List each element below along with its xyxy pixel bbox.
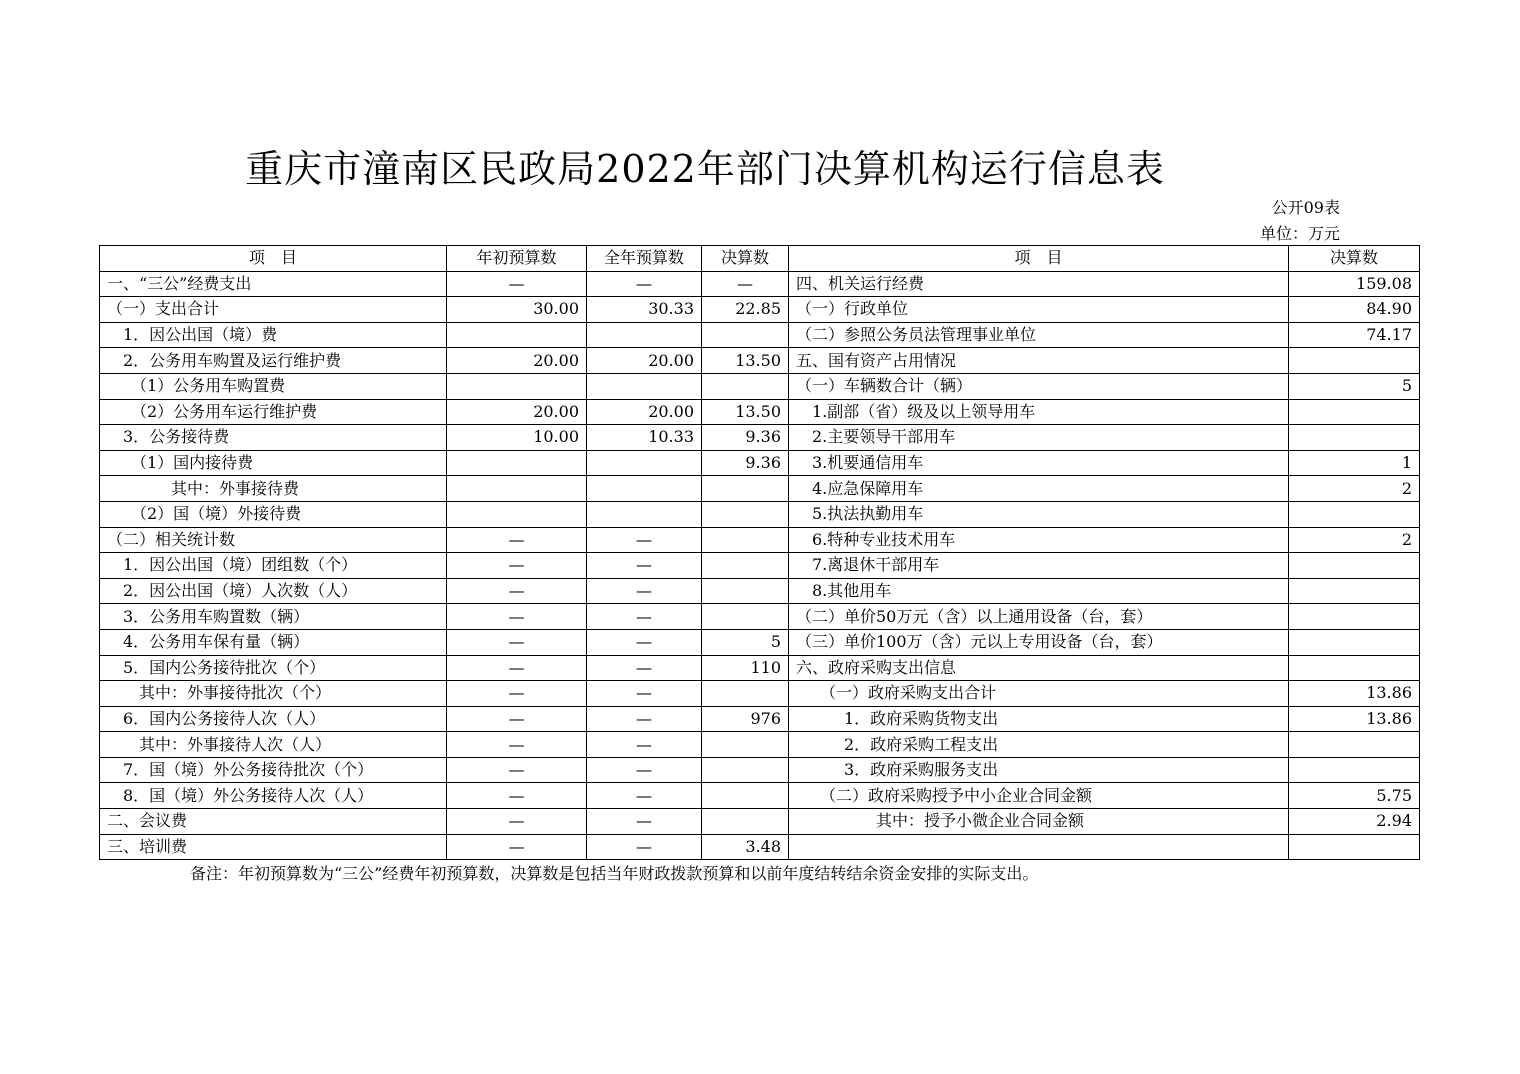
row-full-budget: — xyxy=(587,681,702,707)
header-item-left: 项 目 xyxy=(100,246,447,272)
row-full-budget: 20.00 xyxy=(587,399,702,425)
header-item-right: 项 目 xyxy=(789,246,1289,272)
table-row xyxy=(100,425,1420,451)
row-item-right: （一）政府采购支出合计 xyxy=(789,681,1289,707)
row-initial-budget xyxy=(447,373,587,399)
row-full-budget: — xyxy=(587,604,702,630)
row-full-budget: — xyxy=(587,629,702,655)
row-item-right: （一）车辆数合计（辆） xyxy=(789,373,1289,399)
row-full-budget: — xyxy=(587,809,702,835)
row-item-right: （三）单价100万（含）元以上专用设备（台，套） xyxy=(789,629,1289,655)
row-item-right: （一）行政单位 xyxy=(789,297,1289,323)
row-final-left: 22.85 xyxy=(702,297,789,323)
row-item-right: 5.执法执勤用车 xyxy=(789,501,1289,527)
row-item-left: 5．国内公务接待批次（个） xyxy=(100,655,447,681)
row-item-right: 2．政府采购工程支出 xyxy=(789,732,1289,758)
row-item-left: 其中：外事接待人次（人） xyxy=(100,732,447,758)
row-final-left xyxy=(702,476,789,502)
table-row xyxy=(100,757,1420,783)
row-final-right xyxy=(1289,578,1420,604)
row-item-right: 3.机要通信用车 xyxy=(789,450,1289,476)
row-item-left: 其中：外事接待批次（个） xyxy=(100,681,447,707)
row-full-budget: 20.00 xyxy=(587,348,702,374)
row-final-right xyxy=(1289,732,1420,758)
row-item-left: 2．公务用车购置及运行维护费 xyxy=(100,348,447,374)
row-item-left: 4．公务用车保有量（辆） xyxy=(100,629,447,655)
row-initial-budget: — xyxy=(447,553,587,579)
row-item-left: 1．因公出国（境）费 xyxy=(100,322,447,348)
row-item-right: 1.副部（省）级及以上领导用车 xyxy=(789,399,1289,425)
row-final-right xyxy=(1289,604,1420,630)
row-final-left: 9.36 xyxy=(702,450,789,476)
row-item-left: 7．国（境）外公务接待批次（个） xyxy=(100,757,447,783)
row-final-right xyxy=(1289,757,1420,783)
row-item-right xyxy=(789,834,1289,860)
row-final-right: 5 xyxy=(1289,373,1420,399)
table-row xyxy=(100,604,1420,630)
footnote: 备注：年初预算数为“三公”经费年初预算数，决算数是包括当年财政拨款预算和以前年度结转结余资金安排的实际支出。 xyxy=(190,864,1039,883)
table-row xyxy=(100,681,1420,707)
row-final-left xyxy=(702,373,789,399)
row-final-left xyxy=(702,553,789,579)
row-full-budget xyxy=(587,373,702,399)
header-initial-budget: 年初预算数 xyxy=(447,246,587,272)
row-item-right: （二）单价50万元（含）以上通用设备（台，套） xyxy=(789,604,1289,630)
row-item-right: 8.其他用车 xyxy=(789,578,1289,604)
table-row xyxy=(100,553,1420,579)
row-final-left: 976 xyxy=(702,706,789,732)
row-final-right xyxy=(1289,399,1420,425)
row-item-right: （二）参照公务员法管理事业单位 xyxy=(789,322,1289,348)
row-final-right: 5.75 xyxy=(1289,783,1420,809)
row-item-left: （一）支出合计 xyxy=(100,297,447,323)
row-item-left: （1）国内接待费 xyxy=(100,450,447,476)
row-full-budget: 30.33 xyxy=(587,297,702,323)
row-item-left: 6．国内公务接待人次（人） xyxy=(100,706,447,732)
row-final-left: 5 xyxy=(702,629,789,655)
table-row xyxy=(100,476,1420,502)
row-full-budget xyxy=(587,450,702,476)
row-full-budget xyxy=(587,501,702,527)
row-final-right: 159.08 xyxy=(1289,271,1420,297)
row-final-right xyxy=(1289,425,1420,451)
row-full-budget: — xyxy=(587,732,702,758)
row-initial-budget: — xyxy=(447,655,587,681)
row-final-right: 13.86 xyxy=(1289,681,1420,707)
form-number: 公开09表 xyxy=(1271,198,1340,217)
row-final-right: 2 xyxy=(1289,527,1420,553)
row-full-budget: — xyxy=(587,706,702,732)
row-item-left: 一、“三公”经费支出 xyxy=(100,271,447,297)
row-initial-budget: — xyxy=(447,604,587,630)
row-final-left: 110 xyxy=(702,655,789,681)
row-full-budget xyxy=(587,322,702,348)
row-final-left: 13.50 xyxy=(702,399,789,425)
row-item-right: （二）政府采购授予中小企业合同金额 xyxy=(789,783,1289,809)
row-item-left: 三、培训费 xyxy=(100,834,447,860)
row-item-right: 2.主要领导干部用车 xyxy=(789,425,1289,451)
row-item-right: 六、政府采购支出信息 xyxy=(789,655,1289,681)
row-final-left xyxy=(702,578,789,604)
table-row xyxy=(100,706,1420,732)
row-item-right: 6.特种专业技术用车 xyxy=(789,527,1289,553)
row-item-right: 3．政府采购服务支出 xyxy=(789,757,1289,783)
table-row xyxy=(100,322,1420,348)
row-final-left xyxy=(702,732,789,758)
row-initial-budget xyxy=(447,450,587,476)
page-title: 重庆市潼南区民政局2022年部门决算机构运行信息表 xyxy=(245,147,1165,191)
table-body xyxy=(100,271,1420,860)
table-row xyxy=(100,373,1420,399)
row-item-left: 其中：外事接待费 xyxy=(100,476,447,502)
header-full-budget: 全年预算数 xyxy=(587,246,702,272)
row-initial-budget: 20.00 xyxy=(447,348,587,374)
row-final-right: 84.90 xyxy=(1289,297,1420,323)
row-item-right: 四、机关运行经费 xyxy=(789,271,1289,297)
row-item-left: 2．因公出国（境）人次数（人） xyxy=(100,578,447,604)
row-final-left xyxy=(702,809,789,835)
row-final-right xyxy=(1289,834,1420,860)
table-row xyxy=(100,732,1420,758)
row-item-left: 8．国（境）外公务接待人次（人） xyxy=(100,783,447,809)
table-row xyxy=(100,501,1420,527)
row-full-budget: — xyxy=(587,757,702,783)
row-initial-budget xyxy=(447,322,587,348)
row-initial-budget: — xyxy=(447,271,587,297)
row-item-right: 其中：授予小微企业合同金额 xyxy=(789,809,1289,835)
row-full-budget: 10.33 xyxy=(587,425,702,451)
budget-table xyxy=(99,245,1420,860)
row-final-right xyxy=(1289,629,1420,655)
row-initial-budget: — xyxy=(447,681,587,707)
row-initial-budget: 20.00 xyxy=(447,399,587,425)
table-row xyxy=(100,655,1420,681)
row-final-right: 1 xyxy=(1289,450,1420,476)
row-final-right xyxy=(1289,501,1420,527)
row-final-left: — xyxy=(702,271,789,297)
table-row xyxy=(100,629,1420,655)
row-final-right: 74.17 xyxy=(1289,322,1420,348)
row-final-left: 3.48 xyxy=(702,834,789,860)
row-final-right xyxy=(1289,655,1420,681)
row-initial-budget: — xyxy=(447,706,587,732)
table-row xyxy=(100,809,1420,835)
row-item-left: （二）相关统计数 xyxy=(100,527,447,553)
table-row xyxy=(100,297,1420,323)
row-full-budget: — xyxy=(587,578,702,604)
row-final-left xyxy=(702,604,789,630)
table-row xyxy=(100,527,1420,553)
row-item-right: 4.应急保障用车 xyxy=(789,476,1289,502)
row-final-left: 13.50 xyxy=(702,348,789,374)
row-initial-budget: — xyxy=(447,834,587,860)
row-full-budget: — xyxy=(587,553,702,579)
row-final-left: 9.36 xyxy=(702,425,789,451)
row-final-right: 2.94 xyxy=(1289,809,1420,835)
row-initial-budget: — xyxy=(447,757,587,783)
header-final-left: 决算数 xyxy=(702,246,789,272)
table-row xyxy=(100,399,1420,425)
row-initial-budget xyxy=(447,476,587,502)
row-full-budget xyxy=(587,476,702,502)
row-item-left: 二、会议费 xyxy=(100,809,447,835)
table-header-row xyxy=(100,246,1420,272)
row-final-left xyxy=(702,757,789,783)
row-initial-budget: — xyxy=(447,578,587,604)
row-item-left: 3．公务接待费 xyxy=(100,425,447,451)
row-full-budget: — xyxy=(587,783,702,809)
row-final-left xyxy=(702,783,789,809)
row-initial-budget: — xyxy=(447,809,587,835)
row-final-right xyxy=(1289,553,1420,579)
row-initial-budget xyxy=(447,501,587,527)
row-full-budget: — xyxy=(587,655,702,681)
row-item-right: 1．政府采购货物支出 xyxy=(789,706,1289,732)
row-item-right: 五、国有资产占用情况 xyxy=(789,348,1289,374)
row-full-budget: — xyxy=(587,527,702,553)
row-initial-budget: 30.00 xyxy=(447,297,587,323)
row-full-budget: — xyxy=(587,834,702,860)
row-final-left xyxy=(702,681,789,707)
row-item-left: （2）公务用车运行维护费 xyxy=(100,399,447,425)
row-item-left: （2）国（境）外接待费 xyxy=(100,501,447,527)
row-final-right: 2 xyxy=(1289,476,1420,502)
row-item-left: 1．因公出国（境）团组数（个） xyxy=(100,553,447,579)
unit-label: 单位：万元 xyxy=(1259,224,1340,243)
table-row xyxy=(100,834,1420,860)
row-initial-budget: 10.00 xyxy=(447,425,587,451)
row-initial-budget: — xyxy=(447,783,587,809)
table-row xyxy=(100,578,1420,604)
row-initial-budget: — xyxy=(447,732,587,758)
row-initial-budget: — xyxy=(447,629,587,655)
table-row xyxy=(100,271,1420,297)
row-full-budget: — xyxy=(587,271,702,297)
row-item-left: （1）公务用车购置费 xyxy=(100,373,447,399)
row-final-right xyxy=(1289,348,1420,374)
row-final-left xyxy=(702,527,789,553)
table-row xyxy=(100,348,1420,374)
row-final-left xyxy=(702,501,789,527)
row-item-left: 3．公务用车购置数（辆） xyxy=(100,604,447,630)
row-item-right: 7.离退休干部用车 xyxy=(789,553,1289,579)
table-row xyxy=(100,783,1420,809)
row-final-right: 13.86 xyxy=(1289,706,1420,732)
header-final-right: 决算数 xyxy=(1289,246,1420,272)
row-final-left xyxy=(702,322,789,348)
row-initial-budget: — xyxy=(447,527,587,553)
table-row xyxy=(100,450,1420,476)
